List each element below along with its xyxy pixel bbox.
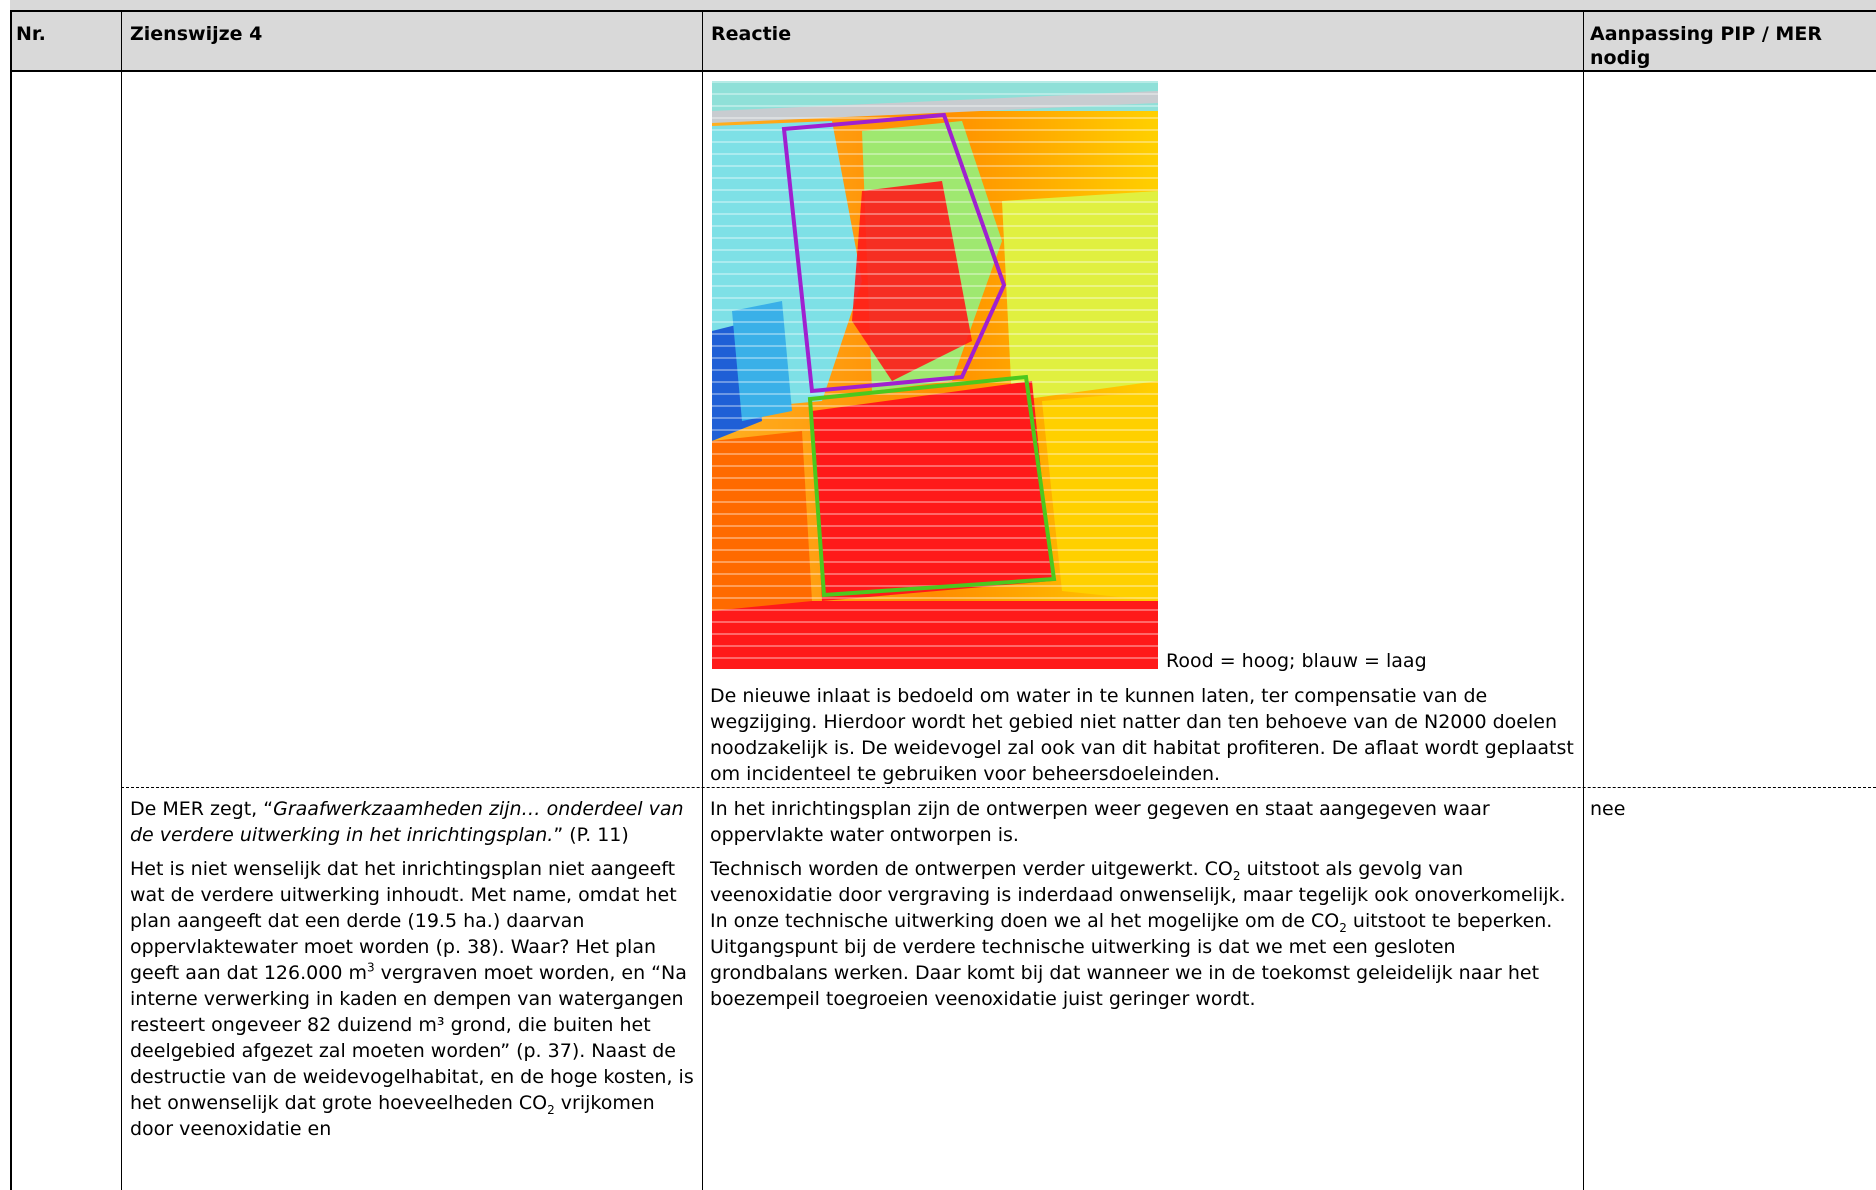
aanpassing-row2: nee — [1590, 798, 1626, 820]
zienswijze-quote-paragraph: De MER zegt, “Graafwerkzaamheden zijn… onderdeel van de verdere uitwerking in het inrichtingsplan.” (P. 11) — [130, 798, 684, 846]
row-divider — [121, 787, 1876, 788]
col-border-1 — [121, 10, 122, 1190]
zienswijze-argument-paragraph: Het is niet wenselijk dat het inrichtingsplan niet aangeeft wat de verdere uitwerking inhoudt. Met name, omdat het plan aangeeft dat een derde (19.5 ha.) daarvan oppervlaktewater moet worden (p. 38). Waar? Het plan geeft aan dat 126.000 $m^3$ vergraven moet worden, en “Na interne verwerking in kaden en dempen van watergangen resteert ongeveer 82 duizend m³ grond, die buiten het deelgebied afgezet zal moeten worden” (p. 37). Naast de destructie van de weidevogelhabitat, en de hoge kosten, is het onwenselijk dat grote hoeveelheden $CO_2$ vrijkomen door veenoxidatie en — [130, 858, 694, 1140]
header-divider — [10, 70, 1876, 72]
mer-quote: Graafwerkzaamheden zijn… onderdeel van de verdere uitwerking in het inrichtingsplan. — [130, 798, 684, 846]
elevation-map-image — [712, 81, 1158, 669]
col-border-left — [10, 10, 12, 1190]
table-border-top — [10, 10, 1876, 12]
header-zienswijze: Zienswijze 4 — [130, 23, 263, 45]
reactie-row2 — [710, 796, 1578, 1020]
col-border-2 — [702, 10, 703, 1190]
reactie-technical-paragraph: Technisch worden de ontwerpen verder uitgewerkt. $CO_2$ uitstoot als gevolg van veenoxidatie door vergraving is inderdaad onwenselijk, maar tegelijk ook onoverkomelijk. In onze technische uitwerking doen we al het mogelijke om de $CO_2$ uitstoot te beperken. Uitgangspunt bij de verdere technische uitwerking is dat we met een gesloten grondbalans werken. Daar komt bij dat wanneer we in de toekomst geleidelijk naar het boezempeil toegroeien veenoxidatie juist geringer wordt. — [710, 858, 1566, 1010]
map-legend: Rood = hoog; blauw = laag — [1166, 650, 1427, 672]
zienswijze-row2 — [130, 796, 695, 1150]
header-reactie: Reactie — [711, 23, 792, 45]
header-nr: Nr. — [16, 23, 46, 45]
col-border-3 — [1583, 10, 1584, 1190]
reactie-row1: De nieuwe inlaat is bedoeld om water in te kunnen laten, ter compensatie van de wegzijging. Hierdoor wordt het gebied niet natter dan ten behoeve van de N2000 doelen noodzakelijk is. De weidevogel zal ook van dit habitat profiteren. De aflaat wordt geplaatst om incidenteel te gebruiken voor beheersdoeleinden. — [710, 685, 1574, 785]
reactie-design-paragraph: In het inrichtingsplan zijn de ontwerpen weer gegeven en staat aangegeven waar oppervlakte water ontworpen is. — [710, 798, 1490, 846]
header-aanpassing: Aanpassing PIP / MER nodig — [1590, 23, 1822, 69]
